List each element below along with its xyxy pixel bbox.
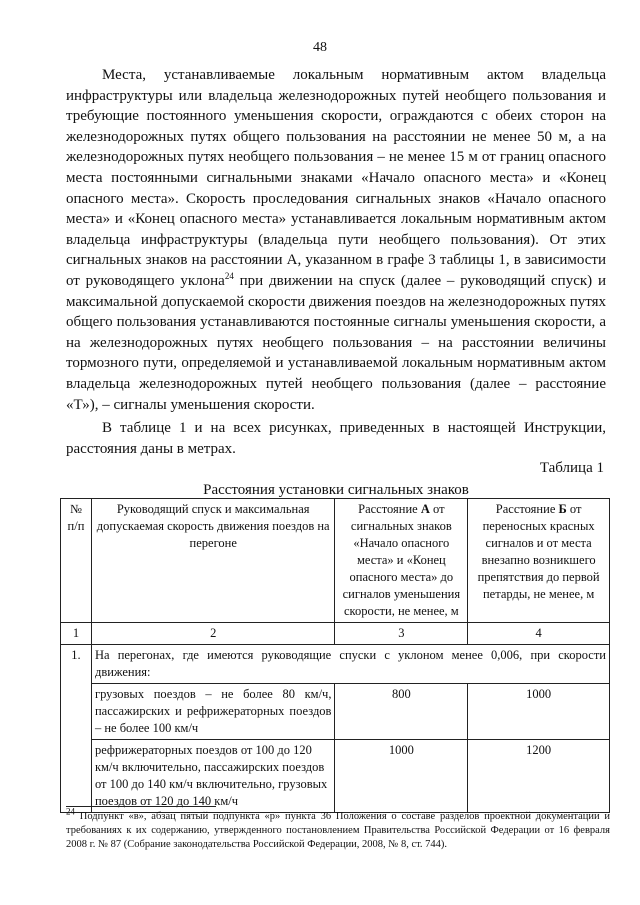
header-distance-a-post: от сигнальных знаков «Начало опасного места» и «Конец опасного места» до сигналов уменьшения скорости, не менее, м (342, 502, 461, 618)
header-number: № п/п (61, 499, 92, 623)
table-row (61, 740, 610, 813)
footnote-marker: 24 (66, 806, 75, 817)
footnote (66, 806, 610, 852)
header-descent-speed: Руководящий спуск и максимальная допускаемая скорость движения поездов на перегоне (91, 499, 335, 623)
header-distance-b (468, 499, 610, 623)
table-header-row (61, 499, 610, 623)
header-distance-b-post: от переносных красных сигналов и от места внезапно возникшего препятствия до первой петарды, не менее, м (477, 502, 600, 601)
distance-table (60, 498, 610, 813)
section-row (61, 645, 610, 684)
column-number-cell: 2 (91, 623, 335, 645)
section-number: 1. (61, 645, 92, 813)
page-number: 48 (313, 40, 327, 55)
table-caption: Расстояния установки сигнальных знаков (203, 482, 469, 498)
footnote-text: Подпункт «в», абзац пятый подпункта «р» пункта 36 Положения о составе разделов проектной документации и требованиях к их содержанию, утвержденного постановлением Правительства Российской Федерации от 16 февраля 2008 г. № 87 (Собрание законодательства Российской Федерации, 2008, № 8, ст. 744). (66, 811, 610, 850)
section-title: На перегонах, где имеются руководящие спуски с уклоном менее 0,006, при скорости движения: (91, 645, 609, 684)
header-distance-b-letter: Б (558, 502, 567, 516)
paragraph-1-text-a: Места, устанавливаемые локальным нормативным актом владельца инфраструктуры или владельца железнодорожных путей необщего пользования и требующие постоянного уменьшения скорости, ограждаются с обеих сторон на железнодорожных путях общего пользования на расстоянии не менее 50 м, а на железнодорожных путях необщего пользования – не менее 15 м от границ опасного места постоянными сигнальными знаками «Начало опасного места» и «Конец опасного места». Скорость проследования сигнальных знаков «Начало опасного места» и «Конец опасного места» устанавливается локальным нормативным актом владельца инфраструктуры (владельца пути необщего пользования). От этих сигнальных знаков на расстоянии А, указанном в графе 3 таблицы 1, в зависимости от руководящего уклона (66, 67, 606, 289)
row-distance-a: 1000 (335, 740, 468, 813)
header-distance-b-pre: Расстояние (495, 502, 559, 516)
table-label: Таблица 1 (539, 460, 604, 476)
table-row (61, 684, 610, 740)
footnote-reference: 24 (224, 270, 234, 281)
header-distance-a-pre: Расстояние (358, 502, 421, 516)
paragraph-2: В таблице 1 и на всех рисунках, приведенных в настоящей Инструкции, расстояния даны в метрах. (66, 420, 606, 457)
row-distance-a: 800 (335, 684, 468, 740)
column-number-cell: 1 (61, 623, 92, 645)
row-description: рефрижераторных поездов от 100 до 120 км/ч включительно, пассажирских поездов от 100 до 140 км/ч включительно, грузовых поездов от 120 до 140 км/ч (91, 740, 335, 813)
paragraph-1-text-b: при движении на спуск (далее – руководящий спуск) и максимальной допускаемой скорости движения поездов на железнодорожных путях общего пользования устанавливаются постоянные сигналы уменьшения скорости, а на железнодорожных путях необщего пользования – на расстоянии величины тормозного пути, определяемой и устанавливаемой локальным нормативным актом владельца железнодорожных путей необщего пользования (далее – расстояние «Т»), – сигналы уменьшения скорости. (66, 272, 606, 413)
column-number-cell: 4 (468, 623, 610, 645)
footnote-divider (66, 806, 216, 807)
row-distance-b: 1200 (468, 740, 610, 813)
paragraph-1 (66, 65, 606, 415)
row-distance-b: 1000 (468, 684, 610, 740)
column-number-cell: 3 (335, 623, 468, 645)
column-number-row (61, 623, 610, 645)
header-distance-a-letter: А (420, 502, 430, 516)
body-text (66, 65, 606, 459)
row-description: грузовых поездов – не более 80 км/ч, пассажирских и рефрижераторных поездов – не более 100 км/ч (91, 684, 335, 740)
header-distance-a (335, 499, 468, 623)
